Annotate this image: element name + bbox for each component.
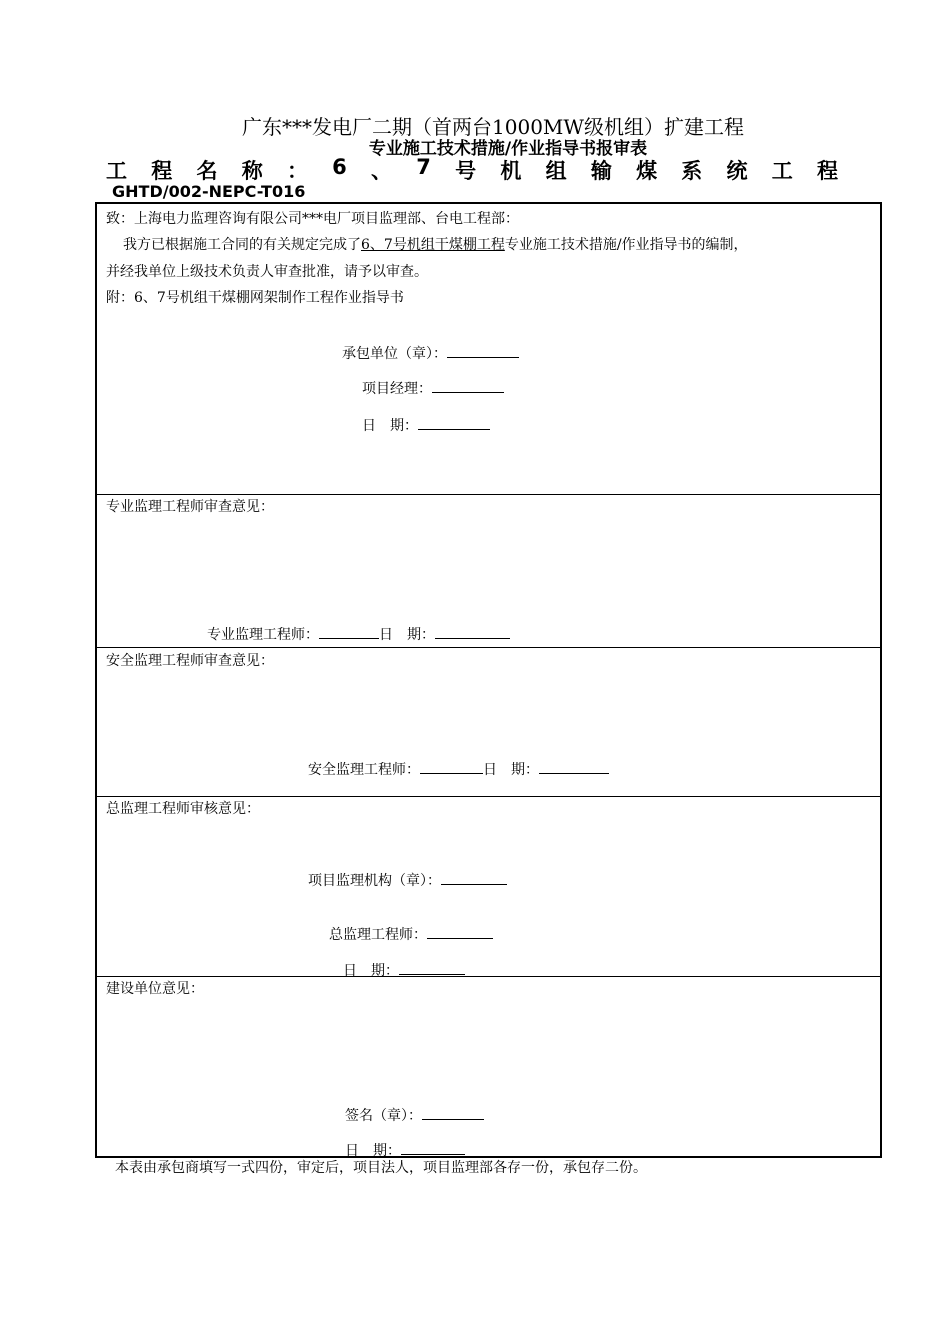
date-blank-2[interactable] <box>435 624 510 639</box>
project-name-char: 工 <box>771 159 793 183</box>
safety-engineer-heading: 安全监理工程师审查意见： <box>106 653 274 669</box>
date-blank-1[interactable] <box>418 415 490 430</box>
chief-engineer-field <box>329 924 493 944</box>
project-name-char: 系 <box>681 159 703 183</box>
project-manager-field <box>362 378 504 398</box>
project-name-char: 煤 <box>636 159 658 183</box>
project-name-char: 机 <box>500 159 522 183</box>
date-label-1: 日 期： <box>362 418 418 434</box>
document-code: GHTD/002-NEPC-T016 <box>112 182 306 201</box>
footer-note: 本表由承包商填写一式四份，审定后，项目法人，项目监理部各存一份，承包存二份。 <box>115 1160 647 1176</box>
project-name-char: 号 <box>455 159 477 183</box>
project-name-char: 统 <box>726 159 748 183</box>
date-field-4 <box>343 960 465 980</box>
document-title: 广东***发电厂二期（首两台1000MW级机组）扩建工程 <box>242 115 744 139</box>
date-field-1 <box>362 415 490 435</box>
safety-engineer-blank[interactable] <box>420 759 483 774</box>
chief-engineer-blank[interactable] <box>427 924 493 939</box>
owner-signature-field <box>345 1105 484 1125</box>
owner-signature-label: 签名（章）： <box>345 1108 422 1124</box>
project-name-char: 组 <box>545 159 567 183</box>
row-divider <box>97 976 880 977</box>
project-name-char: 名 <box>196 159 218 183</box>
project-scope: 6、7号机组干煤棚工程 <box>361 237 505 253</box>
project-name-char: 程 <box>151 159 173 183</box>
submission-statement-line2: 并经我单位上级技术负责人审查批准，请予以审查。 <box>106 264 428 280</box>
safety-engineer-signature <box>308 759 609 779</box>
supervision-org-blank[interactable] <box>441 870 507 885</box>
chief-engineer-label: 总监理工程师： <box>329 927 427 943</box>
contractor-seal-field <box>342 343 519 363</box>
statement-prefix: 我方已根据施工合同的有关规定完成了 <box>123 237 361 253</box>
chief-engineer-heading: 总监理工程师审核意见： <box>106 801 260 817</box>
date-blank-4[interactable] <box>399 960 465 975</box>
date-blank-3[interactable] <box>539 759 609 774</box>
project-manager-blank[interactable] <box>432 378 504 393</box>
project-name-char: 7 <box>416 155 431 179</box>
safety-engineer-label: 安全监理工程师： <box>308 762 420 778</box>
contractor-blank[interactable] <box>447 343 519 358</box>
project-name-char: 程 <box>817 159 838 183</box>
addressee: 致：上海电力监理咨询有限公司***电厂项目监理部、台电工程部： <box>106 211 519 227</box>
project-name-char: 工 <box>106 159 127 183</box>
owner-signature-blank[interactable] <box>422 1105 484 1120</box>
project-manager-label: 项目经理： <box>362 381 432 397</box>
specialty-engineer-label: 专业监理工程师： <box>207 627 319 643</box>
contractor-label: 承包单位（章）： <box>342 346 447 362</box>
row-divider <box>97 647 880 648</box>
owner-opinion-heading: 建设单位意见： <box>106 981 204 997</box>
specialty-engineer-signature <box>207 624 510 644</box>
project-name <box>106 155 838 185</box>
project-name-char: 、 <box>371 159 393 183</box>
date-label-2: 日 期： <box>379 627 435 643</box>
row-divider <box>97 796 880 797</box>
attachment-line: 附：6、7号机组干煤棚网架制作工程作业指导书 <box>106 290 404 306</box>
project-name-char: 称 <box>241 159 263 183</box>
specialty-engineer-blank[interactable] <box>319 624 379 639</box>
form-title: 专业施工技术措施/作业指导书报审表 <box>368 139 648 159</box>
date-label-4: 日 期： <box>343 963 399 979</box>
project-name-char: 输 <box>590 159 612 183</box>
submission-statement <box>123 234 748 254</box>
project-name-char: ： <box>286 159 308 183</box>
project-name-char: 6 <box>332 155 347 179</box>
row-divider <box>97 494 880 495</box>
date-label-5: 日 期： <box>345 1143 401 1159</box>
date-blank-5[interactable] <box>401 1140 465 1155</box>
statement-suffix: 专业施工技术措施/作业指导书的编制， <box>504 237 748 253</box>
supervision-org-field <box>308 870 507 890</box>
review-form-table <box>95 202 882 1158</box>
specialty-engineer-heading: 专业监理工程师审查意见： <box>106 499 274 515</box>
date-label-3: 日 期： <box>483 762 539 778</box>
supervision-org-label: 项目监理机构（章）： <box>308 873 441 889</box>
